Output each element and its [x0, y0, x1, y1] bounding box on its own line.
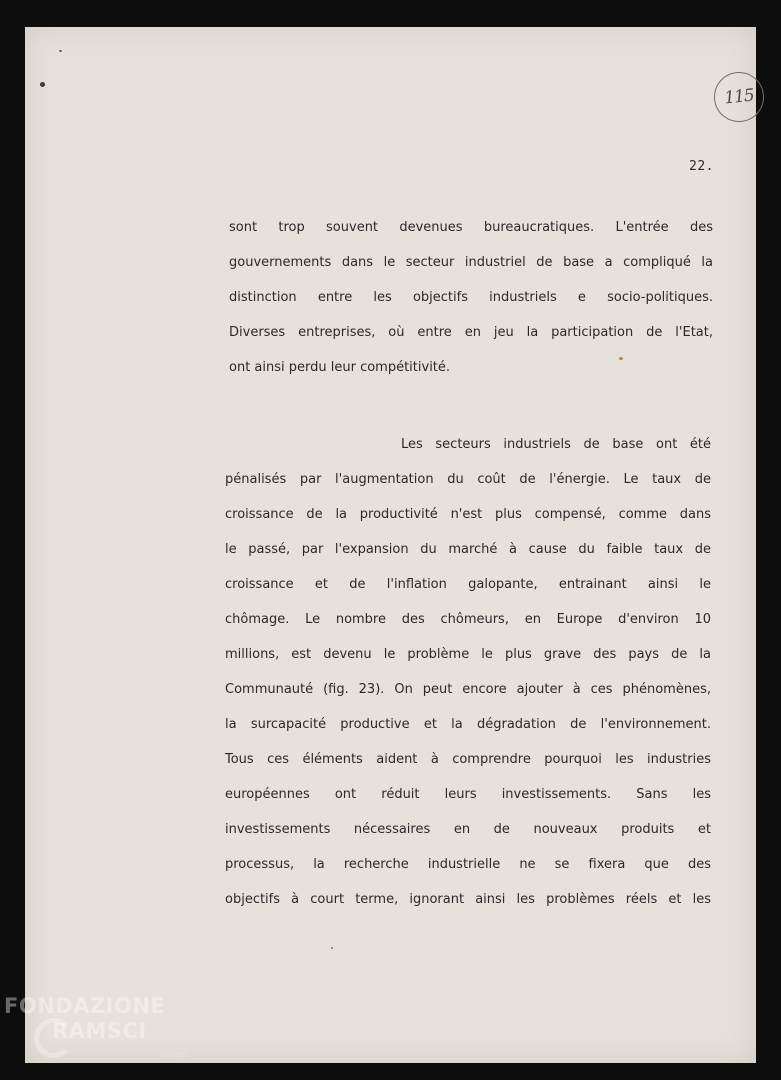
text-line: croissance et de l'inflation galopante, entrainant ainsi le — [225, 577, 711, 592]
text-line: gouvernements dans le secteur industriel de base a compliqué la — [229, 255, 713, 270]
text-line: la surcapacité productive et la dégradation de l'environnement. — [225, 717, 711, 732]
watermark-line-2: RAMSCI — [52, 1019, 147, 1043]
text-line: ont ainsi perdu leur compétitivité. — [229, 360, 451, 375]
text-line: distinction entre les objectifs industriels e socio-politiques. — [229, 290, 713, 305]
text-line: européennes ont réduit leurs investissements. Sans les — [225, 787, 711, 802]
paragraph-1 — [229, 210, 713, 385]
text-line: processus, la recherche industrielle ne se fixera que des — [225, 857, 711, 872]
text-line: millions, est devenu le problème le plus grave des pays de la — [225, 647, 711, 662]
text-line: le passé, par l'expansion du marché à cause du faible taux de — [225, 542, 711, 557]
watermark-line-1: FONDAZIONE — [4, 994, 166, 1018]
text-line: Les secteurs industriels de base ont été — [401, 437, 711, 452]
text-line: objectifs à court terme, ignorant ainsi les problèmes réels et les — [225, 892, 711, 907]
page-number: 22. — [689, 159, 714, 174]
text-line: chômage. Le nombre des chômeurs, en Europe d'environ 10 — [225, 612, 711, 627]
fondazione-gramsci-watermark — [4, 994, 194, 1074]
text-line: sont trop souvent devenues bureaucratiques. L'entrée des — [229, 220, 713, 235]
text-line: Tous ces éléments aident à comprendre pourquoi les industries — [225, 752, 711, 767]
paper-speck — [59, 50, 62, 52]
document-page — [25, 27, 756, 1063]
text-line: Communauté (fig. 23). On peut encore ajouter à ces phénomènes, — [225, 682, 711, 697]
paper-speck — [40, 82, 45, 87]
text-line: pénalisés par l'augmentation du coût de l'énergie. Le taux de — [225, 472, 711, 487]
paper-speck — [331, 947, 333, 949]
text-line: croissance de la productivité n'est plus compensé, comme dans — [225, 507, 711, 522]
archive-number-stamp — [712, 70, 767, 125]
watermark-line-3: onlus — [162, 1050, 187, 1060]
archive-number: 115 — [723, 85, 755, 109]
text-line: investissements nécessaires en de nouveaux produits et — [225, 822, 711, 837]
paragraph-2 — [225, 427, 711, 917]
text-line: Diverses entreprises, où entre en jeu la participation de l'Etat, — [229, 325, 713, 340]
